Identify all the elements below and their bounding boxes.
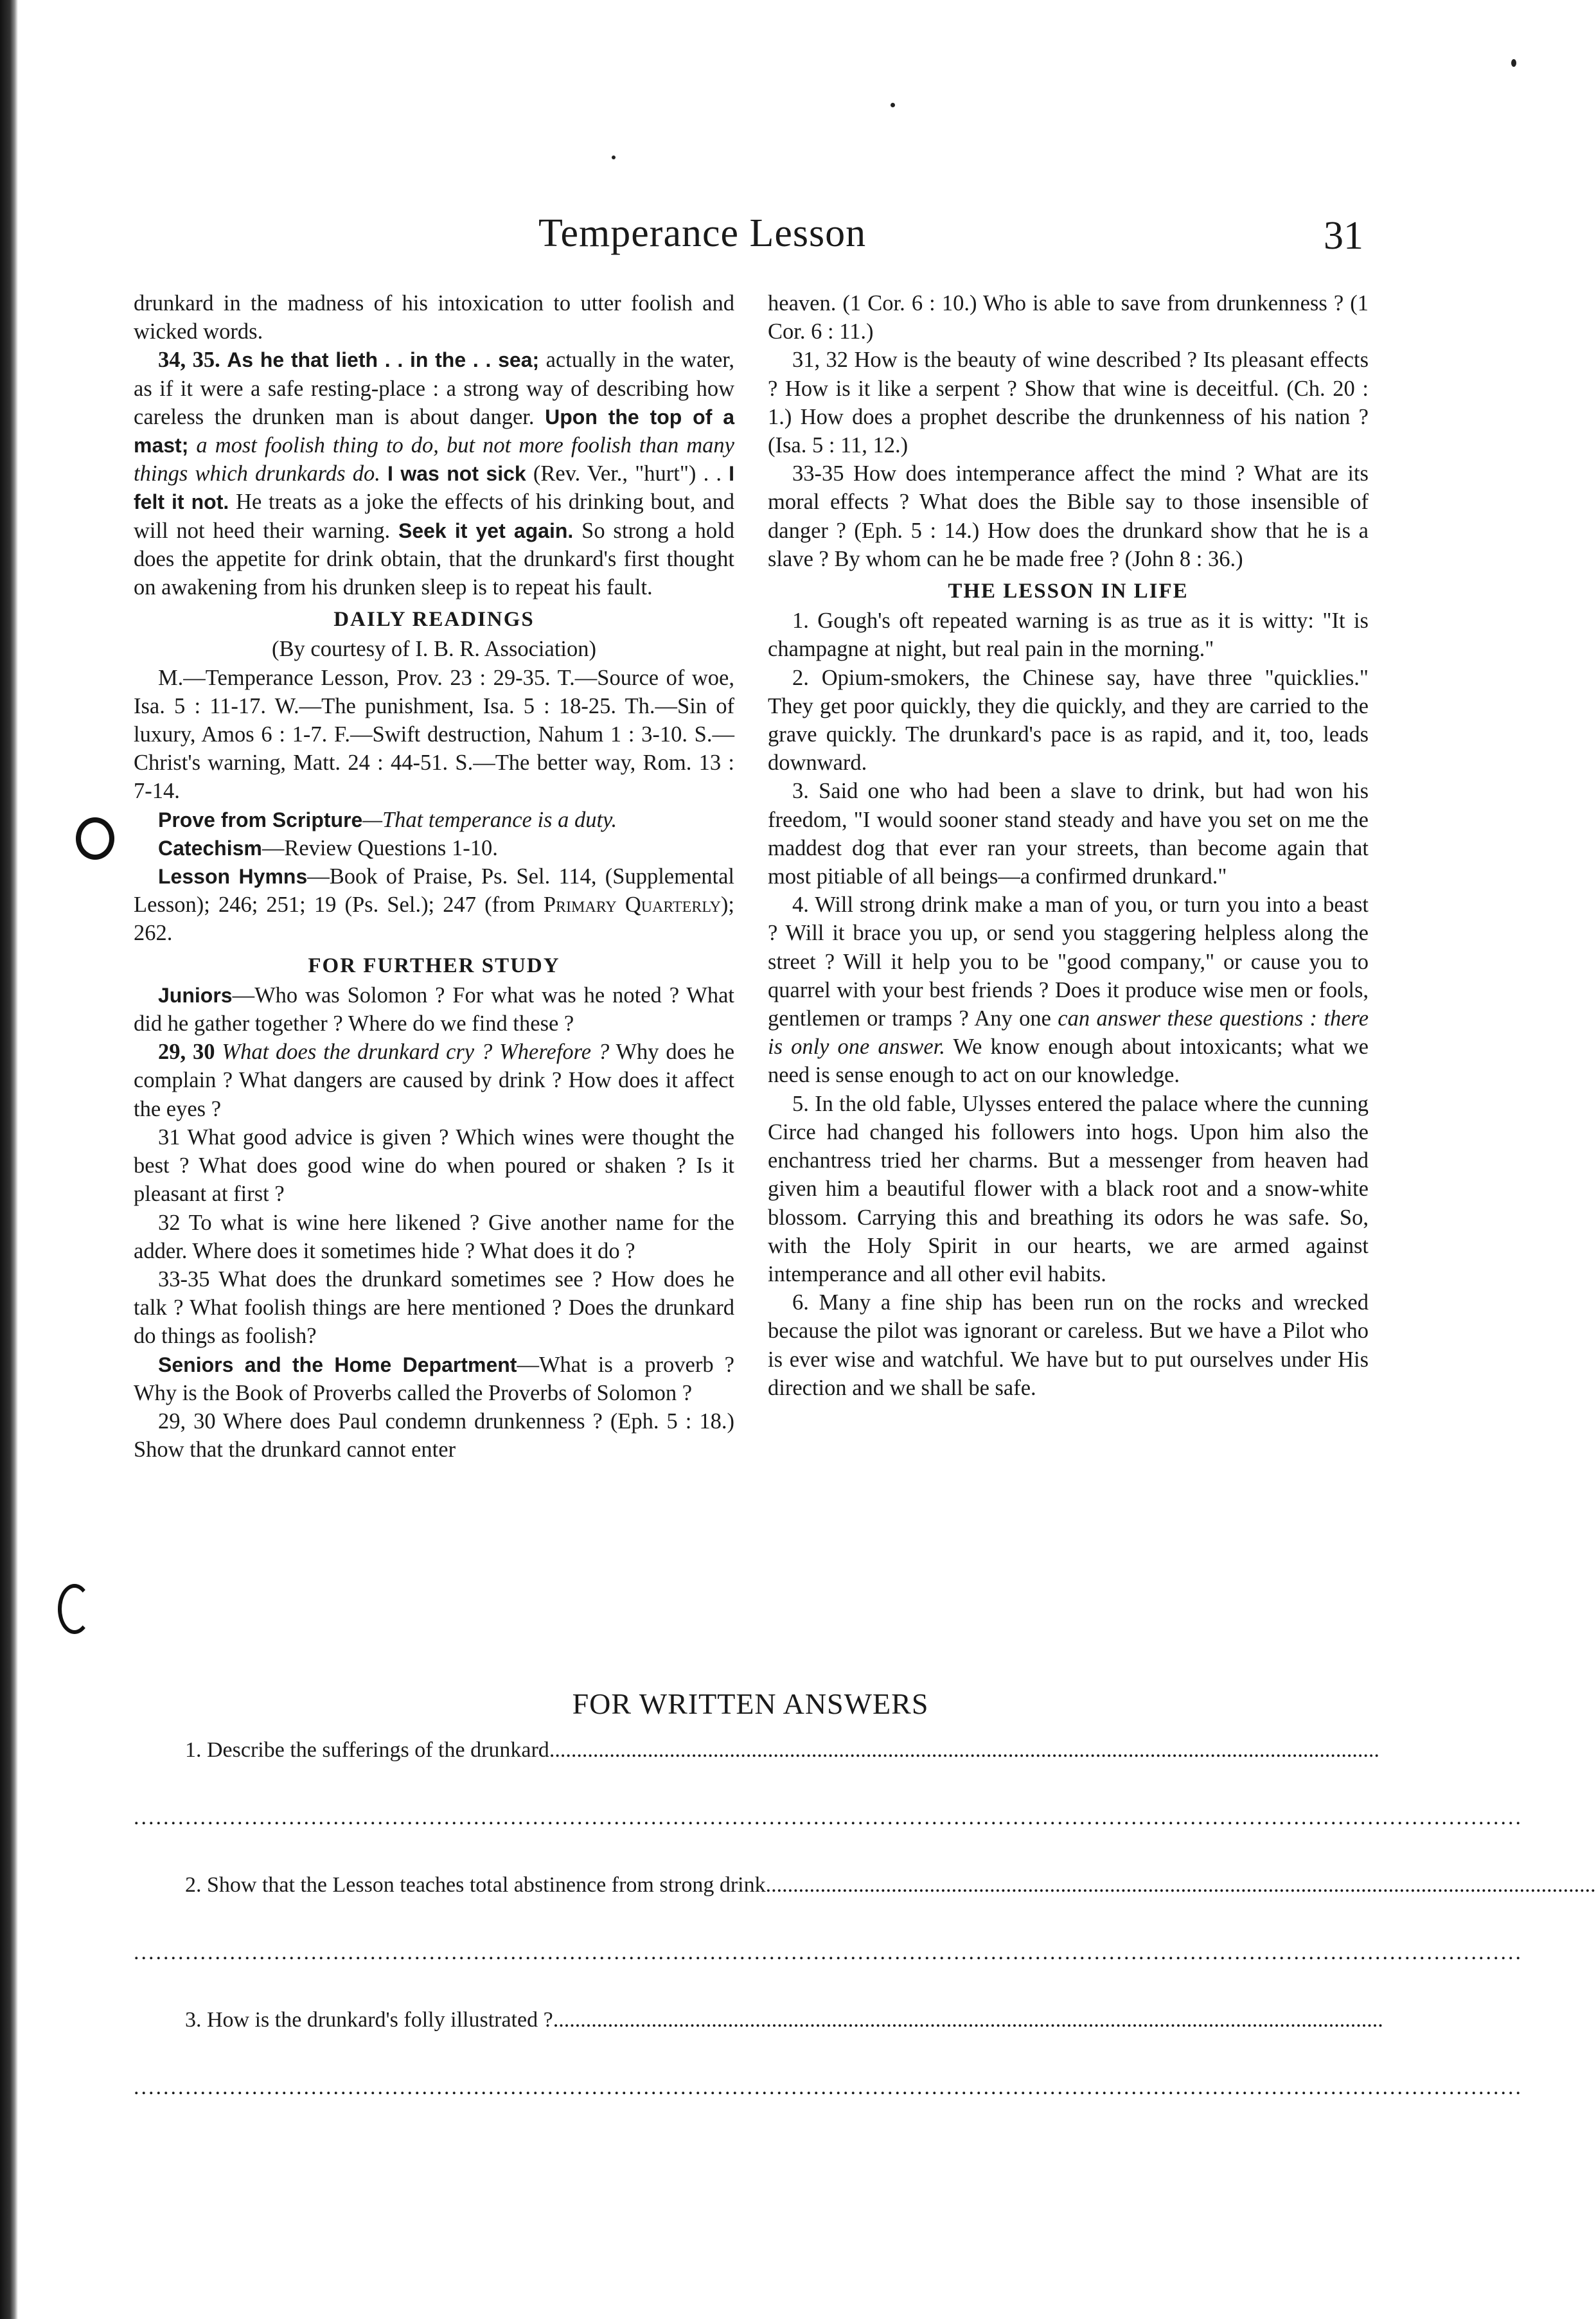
answer-leader-dots[interactable]: ........................................................................................................................................................ (765, 1873, 1596, 1897)
life-point-4: 4. Will strong drink make a man of you, or turn you into a beast ? Will it brace you up, or send you staggering helpless along the street ? Will it help you to be "good company," or cause you to quarrel with your best friends ? Does it produce wise men or fools, gentlemen or tramps ? Any one can answer these questions : there is only one answer. We know enough about intoxicants; what we need is sense enough to act on our knowledge. (768, 893, 1369, 1088)
speck (1511, 59, 1516, 67)
answer-leader-dots[interactable]: ........................................................................................................................................................ (553, 2008, 1383, 2032)
questions-32: 32 To what is wine here likened ? Give another name for the adder. Where does it sometimes hide ? What does it do ? (134, 1210, 734, 1263)
prove-from-scripture: Prove from Scripture—That temperance is a duty. (158, 807, 617, 832)
daily-readings-list: M.—Temperance Lesson, Prov. 23 : 29-35. T.—Source of woe, Isa. 5 : 11-17. W.—The punishment, Isa. 5 : 18-25. Th.—Sin of luxury, Amos 6 : 1-7. F.—Swift destruction, Nahum 1 : 3-10. S.—Christ's warning, Matt. 24 : 44-51. S.—The better way, Rom. 13 : 7-14. (134, 665, 734, 804)
verses-34-35-note: 34, 35. As he that lieth . . in the . . sea; actually in the water, as if it were a safe resting-place : a strong way of describing how careless the drunken man is about danger. Upon the top of a mast; a most foolish thing to do, but not more foolish than many things which drunkards do. I was not sick (Rev. Ver., "hurt") . . I felt it not. He treats as a joke the effects of his drinking bout, and will not heed their warning. Seek it yet again. So strong a hold does the appetite for drink obtain, that the drunkard's first thought on awakening from his drunken sleep is to repeat his fault. (134, 348, 735, 600)
questions-33-35: 33-35 What does the drunkard sometimes see ? How does he talk ? What foolish things are here mentioned ? Does the drunkard do things as foolish? (134, 1266, 734, 1349)
lesson-in-life-heading: THE LESSON IN LIFE (948, 580, 1189, 603)
answer-line-1[interactable]: ............................................................................................................................................................................................ (134, 1806, 1523, 1829)
page-binding-edge (0, 0, 18, 2319)
seniors-questions-31-32: 31, 32 How is the beauty of wine described ? Its pleasant effects ? How is it like a serpent ? Show that wine is deceitful. (Ch. 20 : 1.) How does a prophet describe the drunkenness of his nation ? (Isa. 5 : 11, 12.) (768, 348, 1369, 458)
seniors-questions: Seniors and the Home Department—What is a proverb ? Why is the Book of Proverbs called the Proverbs of Solomon ? (134, 1352, 734, 1405)
written-question-2: 2. Show that the Lesson teaches total abstinence from strong drink........................................................................................................................................................ (185, 1873, 1596, 1897)
life-point-6: 6. Many a fine ship has been run on the rocks and wrecked because the pilot was ignorant or careless. But we have a Pilot who is ever wise and watchful. We have but to put ourselves under His direction and we shall be safe. (768, 1290, 1369, 1400)
running-title: Temperance Lesson (538, 211, 867, 255)
daily-readings-heading: DAILY READINGS (333, 608, 535, 632)
written-question-1: 1. Describe the sufferings of the drunkard........................................................................................................................................................ (185, 1738, 1379, 1762)
right-column (768, 289, 1369, 1402)
seniors-continued: heaven. (1 Cor. 6 : 10.) Who is able to save from drunkenness ? (1 Cor. 6 : 11.) (768, 291, 1369, 344)
written-answers-heading: FOR WRITTEN ANSWERS (572, 1687, 929, 1720)
punch-hole-lower (58, 1584, 91, 1634)
life-point-5: 5. In the old fable, Ulysses entered the palace where the cunning Circe had changed his followers into hogs. Upon him also the enchantress tried her charms. But a messenger from heaven had given him a beautiful flower with a black root and a snow-white blossom. Carrying this and breathing its odors he was safe. So, with the Holy Spirit in our hearts, we are armed against intemperance and all other evil habits. (768, 1091, 1369, 1286)
written-question-3: 3. How is the drunkard's folly illustrated ?........................................................................................................................................................ (185, 2008, 1383, 2032)
page-header (0, 204, 1586, 262)
answer-line-3[interactable]: ............................................................................................................................................................................................ (134, 2075, 1523, 2099)
catechism-line: Catechism—Review Questions 1-10. (158, 835, 498, 860)
life-point-2: 2. Opium-smokers, the Chinese say, have three "quicklies." They get poor quickly, they die quickly, and they are carried to the grave quickly. The drunkard's pace is as rapid, and it, too, leads downward. (768, 665, 1369, 776)
intro-paragraph: drunkard in the madness of his intoxication to utter foolish and wicked words. (134, 291, 734, 344)
seniors-questions-33-35: 33-35 How does intemperance affect the mind ? What are its moral effects ? What does the Bible say to those insensible of danger ? (Eph. 5 : 14.) How does the drunkard show that he is a slave ? By whom can he be made free ? (John 8 : 36.) (768, 461, 1369, 571)
answer-line-2[interactable]: ............................................................................................................................................................................................ (134, 1941, 1523, 1964)
speck (612, 155, 616, 159)
questions-31: 31 What good advice is given ? Which wines were thought the best ? What does good wine do when poured or shaken ? Is it pleasant at first ? (134, 1124, 734, 1207)
answer-leader-dots[interactable]: ........................................................................................................................................................ (549, 1738, 1379, 1762)
written-answers-section (134, 1687, 1596, 2099)
seniors-questions-29-30: 29, 30 Where does Paul condemn drunkenness ? (Eph. 5 : 18.) Show that the drunkard cannot enter (134, 1408, 734, 1462)
life-point-3: 3. Said one who had been a slave to drink, but had won his freedom, "I would sooner stand steady and have you set on me the maddest dog that ever ran your streets, than become again that most pitiable of all beings—a confirmed drunkard." (768, 779, 1369, 889)
life-point-1: 1. Gough's oft repeated warning is as true as it is witty: "It is champagne at night, but real pain in the morning." (768, 609, 1369, 662)
punch-hole-upper (76, 817, 114, 860)
lesson-hymns: Lesson Hymns—Book of Praise, Ps. Sel. 114, (Supplemental Lesson); 246; 251; 19 (Ps. Sel.); 247 (from Primary Quarterly); 262. (134, 864, 735, 946)
juniors-questions: Juniors—Who was Solomon ? For what was he noted ? What did he gather together ? Where do we find these ? (134, 982, 734, 1036)
page-number: 31 (1324, 214, 1363, 258)
daily-readings-courtesy: (By courtesy of I. B. R. Association) (272, 637, 596, 662)
speck (891, 103, 895, 107)
further-study-heading: FOR FURTHER STUDY (308, 954, 560, 977)
questions-29-30: 29, 30 What does the drunkard cry ? Wherefore ? Why does he complain ? What dangers are caused by drink ? How does it affect the eyes ? (134, 1040, 735, 1121)
left-column (134, 289, 734, 1464)
